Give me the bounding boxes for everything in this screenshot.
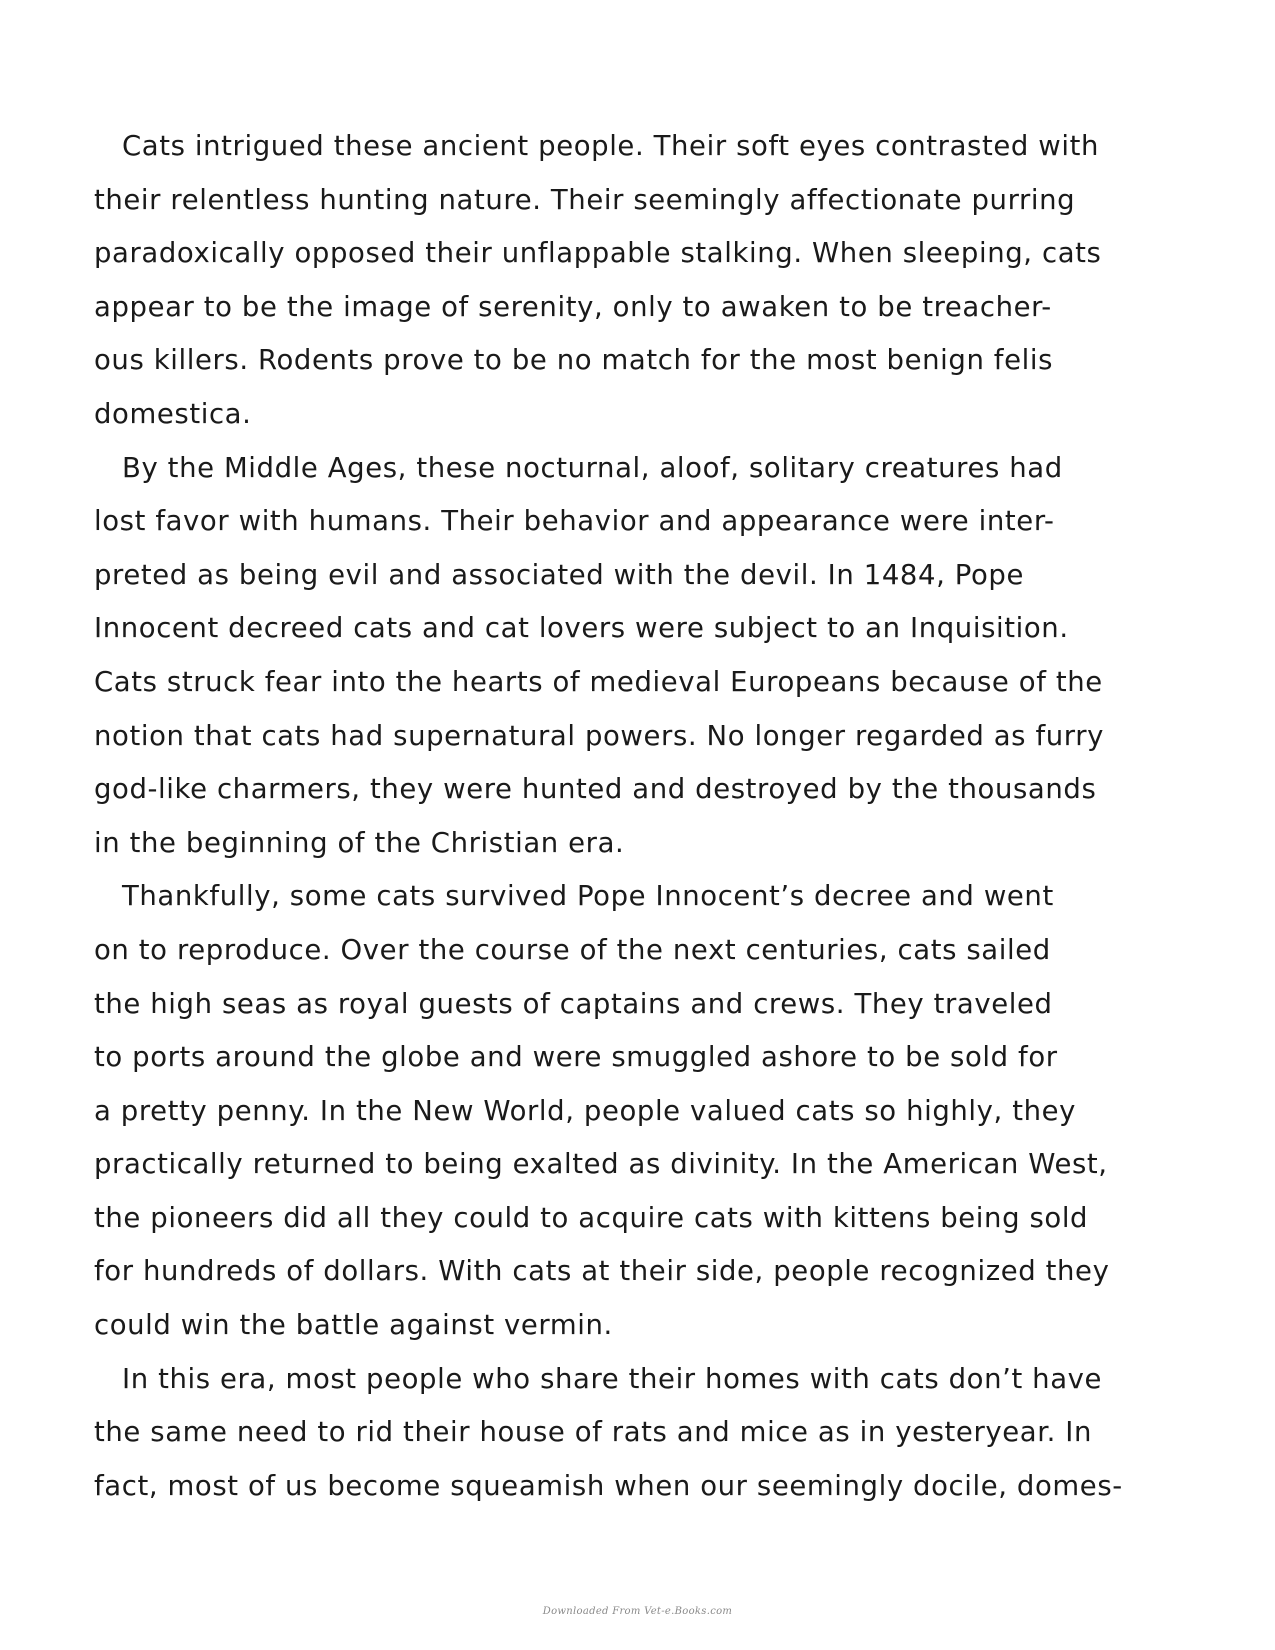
text-line: domestica. [94,397,252,430]
text-line: Cats intrigued these ancient people. Their soft eyes contrasted with [122,130,1100,162]
text-line: lost favor with humans. Their behavior and appearance were inter- [94,505,1055,538]
text-line: to ports around the globe and were smuggled ashore to be sold for [94,1041,1058,1074]
text-line: By the Middle Ages, these nocturnal, aloof, solitary creatures had [122,451,1063,484]
text-line: could win the battle against vermin. [94,1309,613,1342]
paragraph-3 [94,870,1184,1352]
text-line: god-like charmers, they were hunted and destroyed by the thousands [94,773,1097,806]
text-line: Cats struck fear into the hearts of medieval Europeans because of the [94,665,1103,698]
text-line: the high seas as royal guests of captains and crews. They traveled [94,987,1053,1020]
text-line: in the beginning of the Christian era. [94,826,625,859]
text-line: appear to be the image of serenity, only to awaken to be treacher- [94,290,1052,323]
text-line: Thankfully, some cats survived Pope Innocent’s decree and went [122,880,1054,913]
paragraph-4 [94,1353,1184,1514]
text-line: practically returned to being exalted as divinity. In the American West, [94,1148,1108,1181]
text-line: fact, most of us become squeamish when our seemingly docile, domes- [94,1469,1123,1502]
text-line: paradoxically opposed their unflappable stalking. When sleeping, cats [94,237,1102,270]
text-line: for hundreds of dollars. With cats at their side, people recognized they [94,1255,1110,1288]
text-line: the pioneers did all they could to acquire cats with kittens being sold [94,1201,1089,1234]
text-line: on to reproduce. Over the course of the next centuries, cats sailed [94,933,1051,966]
text-line: ous killers. Rodents prove to be no match for the most benign felis [94,344,1054,377]
text-line: the same need to rid their house of rats and mice as in yesteryear. In [94,1416,1093,1449]
text-line: a pretty penny. In the New World, people valued cats so highly, they [94,1094,1077,1127]
download-source-footer: Downloaded From Vet-e.Books.com [542,1606,733,1617]
paragraph-1 [94,120,1184,442]
text-line: preted as being evil and associated with the devil. In 1484, Pope [94,558,1024,591]
text-line: Innocent decreed cats and cat lovers were subject to an Inquisition. [94,612,1069,645]
text-line: their relentless hunting nature. Their seemingly affectionate purring [94,183,1076,216]
paragraph-2 [94,442,1184,871]
text-line: In this era, most people who share their homes with cats don’t have [122,1362,1103,1395]
body-text [94,120,1184,1513]
text-line: notion that cats had supernatural powers. No longer regarded as furry [94,719,1104,752]
